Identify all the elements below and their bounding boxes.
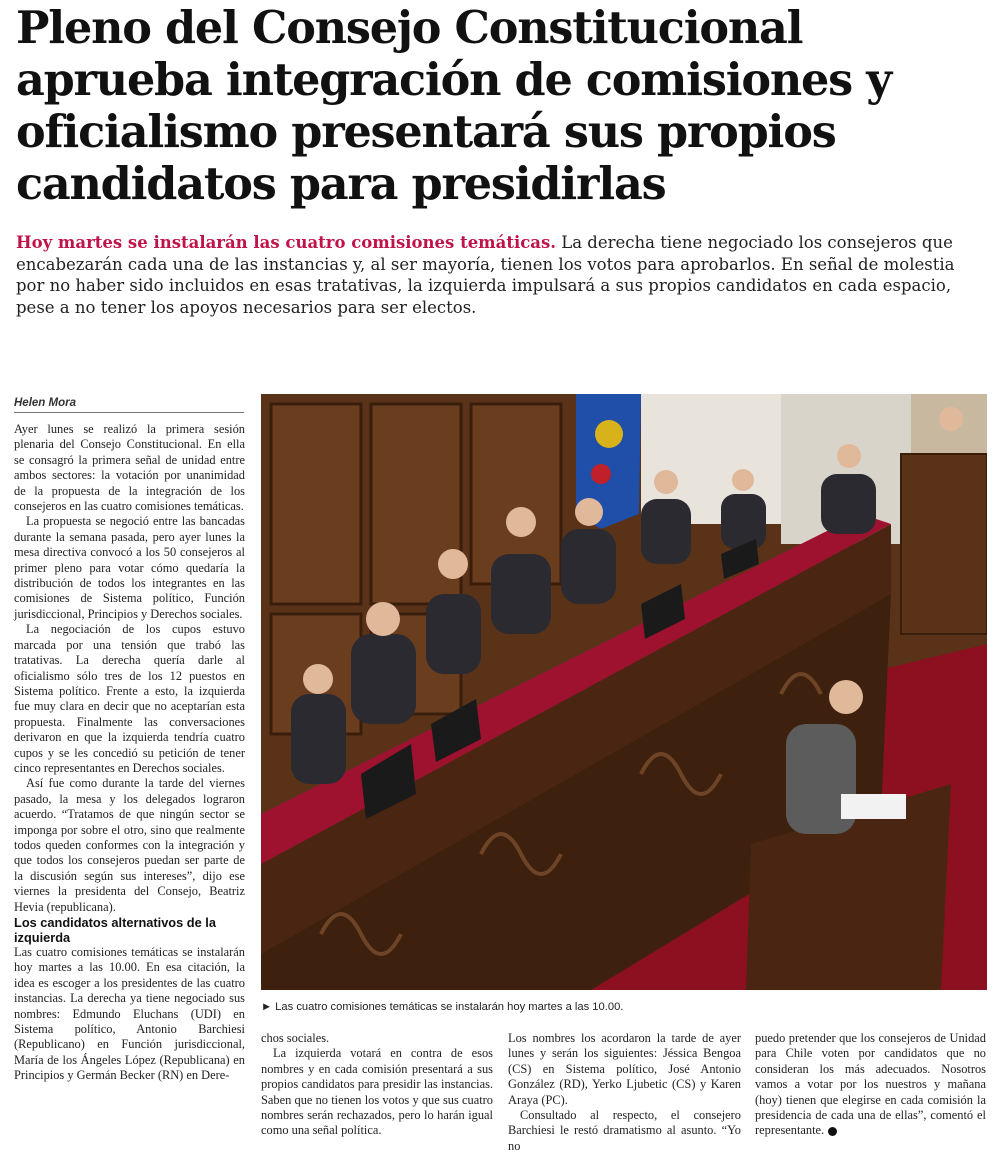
body-paragraph: Consultado al respecto, el consejero Barchiesi le restó dramatismo al asunto. “Yo no (508, 1108, 741, 1153)
body-paragraph: La negociación de los cupos estuvo marcada por una tensión que trabó las tratativas. La derecha quería darle al oficialismo sólo tres de los 12 puestos en Sistema político. Frente a esto, la izquierda fue muy clara en decir que no aceptarían esta propuesta. Finalmente las conversaciones derivaron en que la izquierda tendría cuatro cupos y se les concedió su petición de tener cinco representantes en Derechos sociales. (14, 622, 245, 775)
lead-paragraph (16, 232, 986, 318)
body-column-2 (261, 1031, 493, 1139)
body-paragraph: La propuesta se negoció entre las bancadas durante la semana pasada, pero ayer lunes la mesa directiva convocó a los 50 consejeros al primer pleno para votar cómo quedaría la distribución de todos los integrantes en las comisiones de Sistema político, Función jurisdiccional, Principios y Derechos sociales. (14, 514, 245, 621)
byline: Helen Mora (14, 397, 244, 413)
plenary-photo (261, 394, 987, 990)
body-paragraph: Los nombres los acordaron la tarde de ayer lunes y serán los siguientes: Jéssica Bengoa (CS) en Sistema político, José Antonio González (RD), Yerko Ljubetic (CS) y Karen Araya (PC). (508, 1031, 741, 1107)
lead-text: La derecha tiene negociado los consejeros que encabezarán cada una de las instancias y, al ser mayoría, tienen los votos para aprobarlos. En señal de molestia por no haber sido incluidos en esas tratativas, la izquierda impulsará a sus propios candidatos en cada espacio, pese a no tener los apoyos necesarios para ser electos. (16, 233, 955, 317)
body-column-1 (14, 422, 245, 1084)
end-of-article-icon (828, 1127, 837, 1136)
headline: Pleno del Consejo Constitucional aprueba integración de comisiones y oficialismo presentará sus propios candidatos para presidirlas (16, 2, 891, 210)
body-paragraph: chos sociales. (261, 1031, 330, 1045)
body-paragraph: Así fue como durante la tarde del viernes pasado, la mesa y los delegados lograron acuerdo. “Tratamos de que ningún sector se imponga por sobre el otro, sino que realmente todos queden conformes con la integración y que todos los consejeros puedan ser parte de la discusión según sus intereses”, dijo ese viernes la presidenta del Consejo, Beatriz Hevia (republicana). (14, 776, 245, 914)
body-paragraph (755, 1031, 986, 1139)
body-column-4 (755, 1031, 986, 1139)
body-paragraph: Las cuatro comisiones temáticas se instalarán hoy martes a las 10.00. En esa citación, la idea es escoger a los presidentes de las cuatro instancias. La derecha ya tiene negociado sus nombres: Edmundo Eluchans (UDI) en Sistema político, Antonio Barchiesi (Republicano) en Función jurisdiccional, María de los Ángeles López (Republicana) en Principios y Germán Becker (RN) en Dere- (14, 945, 245, 1083)
body-paragraph: Ayer lunes se realizó la primera sesión plenaria del Consejo Constitucional. En ella se consagró la primera señal de unidad entre ambos sectores: la votación por unanimidad de la propuesta de la integración de los consejeros en las cuatro comisiones temáticas. (14, 422, 245, 514)
body-column-3 (508, 1031, 741, 1154)
photo-caption: ► Las cuatro comisiones temáticas se instalarán hoy martes a las 10.00. (261, 1001, 624, 1013)
lead-highlight: Hoy martes se instalarán las cuatro comisiones temáticas. (16, 233, 556, 252)
subheading: Los candidatos alternativos de la izquierda (14, 915, 216, 945)
body-paragraph: La izquierda votará en contra de esos nombres y en cada comisión presentará a sus propios candidatos para presidir las instancias. Saben que no tienen los votos y que sus cuatro nombres serán rechazados, pero lo harán igual como una señal política. (261, 1046, 493, 1138)
closing-text: puedo pretender que los consejeros de Unidad para Chile voten por candidatos que no consideran los más adecuados. Nosotros vamos a votar por los nuestros y mañana (hoy) tienen que elegirse en cada comisión la presidencia de cada una de ellas”, comentó el representante. (755, 1031, 986, 1138)
